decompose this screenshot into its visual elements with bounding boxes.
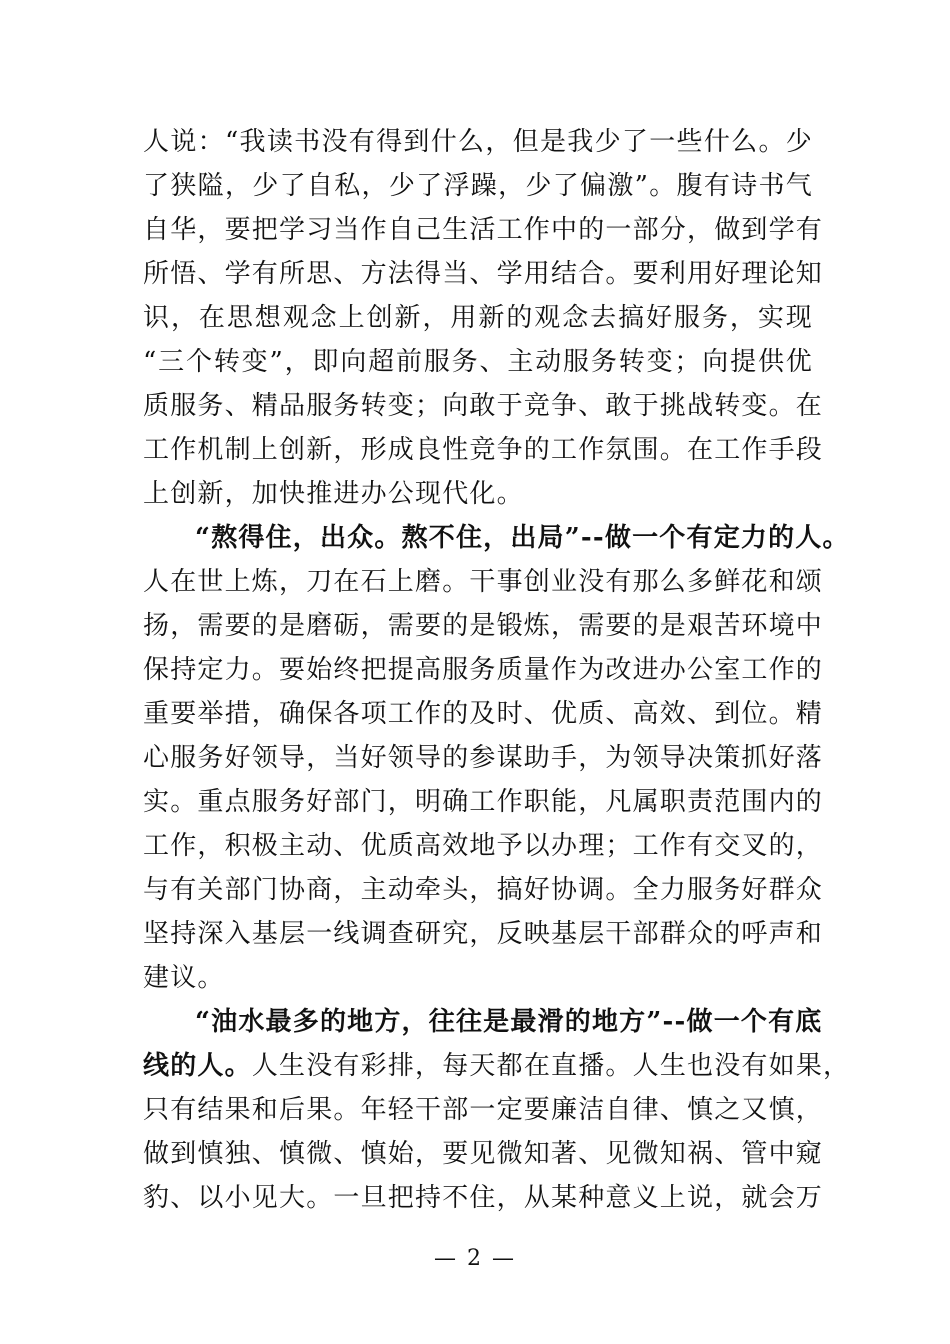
body-text-line: 质服务、精品服务转变；向敢于竞争、敢于挑战转变。在	[143, 391, 824, 421]
mixed-text-line	[143, 1044, 851, 1088]
body-text-line: 豹、以小见大。一旦把持不住，从某种意义上说，就会万	[143, 1183, 824, 1213]
section-heading: “熬得住，出众。熬不住，出局”--做一个有定力的人。	[195, 523, 850, 553]
section-heading: “油水最多的地方，往往是最滑的地方”--做一个有底	[195, 1007, 823, 1037]
body-text-line: 人在世上炼，刀在石上磨。干事创业没有那么多鲜花和颂	[143, 567, 824, 597]
body-text-line: 实。重点服务好部门，明确工作职能，凡属职责范围内的	[143, 787, 824, 817]
body-text-line: 只有结果和后果。年轻干部一定要廉洁自律、慎之又慎，	[143, 1095, 824, 1125]
body-text-line: 建议。	[143, 963, 225, 993]
body-text-line: 识，在思想观念上创新，用新的观念去搞好服务，实现	[143, 303, 813, 333]
body-text-line: 所悟、学有所思、方法得当、学用结合。要利用好理论知	[143, 259, 824, 289]
section-heading-tail: 线的人。	[143, 1051, 252, 1081]
body-text-line: 工作机制上创新，形成良性竞争的工作氛围。在工作手段	[143, 435, 824, 465]
body-text-line: 人说：“我读书没有得到什么，但是我少了一些什么。少	[143, 127, 813, 157]
body-text-line: 做到慎独、慎微、慎始，要见微知著、见微知祸、管中窥	[143, 1139, 824, 1169]
body-text-line: 重要举措，确保各项工作的及时、优质、高效、到位。精	[143, 699, 824, 729]
page-number: — 2 —	[434, 1246, 516, 1271]
body-text-fragment: 人生没有彩排，每天都在直播。人生也没有如果，	[251, 1051, 851, 1081]
body-text-line: 心服务好领导，当好领导的参谋助手，为领导决策抓好落	[143, 743, 824, 773]
body-text-line: 了狭隘，少了自私，少了浮躁，少了偏激”。腹有诗书气	[143, 171, 813, 201]
body-text-line: 保持定力。要始终把提高服务质量作为改进办公室工作的	[143, 655, 824, 685]
body-text-line: 坚持深入基层一线调查研究，反映基层干部群众的呼声和	[143, 919, 824, 949]
body-text-line: 与有关部门协商，主动牵头，搞好协调。全力服务好群众	[143, 875, 824, 905]
body-text-line: 自华，要把学习当作自己生活工作中的一部分，做到学有	[143, 215, 824, 245]
body-text-line: “三个转变”，即向超前服务、主动服务转变；向提供优	[143, 347, 813, 377]
body-text-line: 工作，积极主动、优质高效地予以办理；工作有交叉的，	[143, 831, 824, 861]
body-text-line: 上创新，加快推进办公现代化。	[143, 479, 524, 509]
body-text-line: 扬，需要的是磨砺，需要的是锻炼，需要的是艰苦环境中	[143, 611, 824, 641]
